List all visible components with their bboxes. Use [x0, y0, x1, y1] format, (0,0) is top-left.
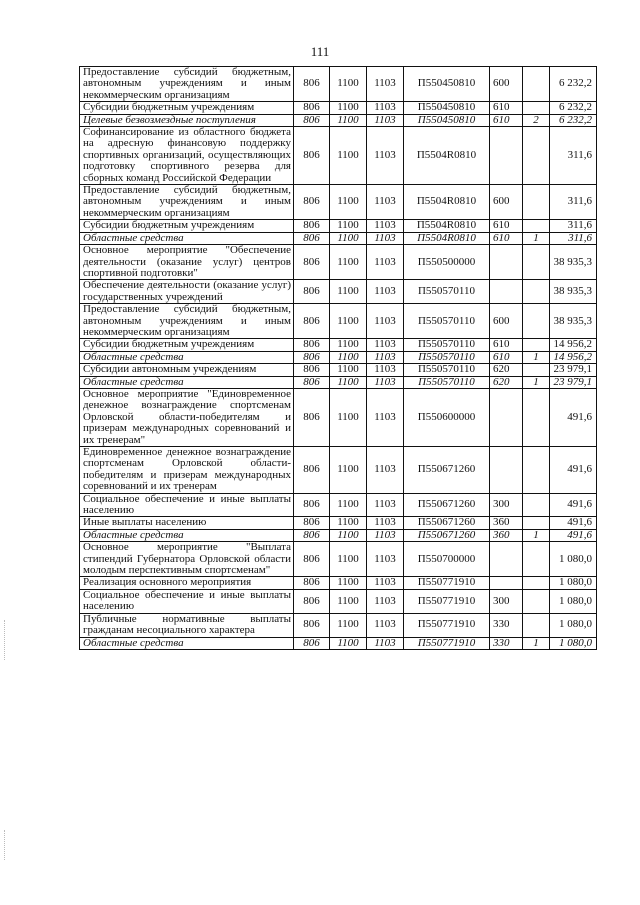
- row-target-article: П550771910: [404, 637, 490, 649]
- row-expense-type: 610: [490, 339, 523, 351]
- row-amount: 1 080,0: [550, 577, 597, 589]
- row-section-code: 1100: [330, 232, 367, 244]
- row-name: Предоставление субсидий бюджетным, автономным учреждениям и иным некоммерческим организациям: [80, 185, 294, 220]
- row-expense-type: 300: [490, 589, 523, 613]
- row-amount: 6 232,2: [550, 102, 597, 114]
- row-expense-type: 600: [490, 304, 523, 339]
- row-amount: 491,6: [550, 529, 597, 541]
- row-expense-type: [490, 447, 523, 494]
- row-target-article: П550700000: [404, 542, 490, 577]
- table-row: [80, 185, 597, 220]
- row-amount: 1 080,0: [550, 589, 597, 613]
- row-expense-type: 330: [490, 613, 523, 637]
- row-target-article: П550771910: [404, 577, 490, 589]
- row-name: Субсидии автономным учреждениям: [80, 364, 294, 376]
- row-name: Областные средства: [80, 376, 294, 388]
- table-row: [80, 364, 597, 376]
- table-row: [80, 280, 597, 304]
- row-amount: 38 935,3: [550, 245, 597, 280]
- row-grbs-code: 806: [294, 280, 330, 304]
- table-row: [80, 245, 597, 280]
- row-name: Предоставление субсидий бюджетным, автономным учреждениям и иным некоммерческим организациям: [80, 67, 294, 102]
- row-amount: 14 956,2: [550, 339, 597, 351]
- row-funding-source: [523, 67, 550, 102]
- table-row: [80, 220, 597, 232]
- table-row: [80, 613, 597, 637]
- row-target-article: П550671260: [404, 529, 490, 541]
- row-amount: 311,6: [550, 232, 597, 244]
- row-funding-source: [523, 245, 550, 280]
- row-grbs-code: 806: [294, 577, 330, 589]
- row-section-code: 1100: [330, 245, 367, 280]
- row-funding-source: [523, 388, 550, 446]
- row-funding-source: 2: [523, 114, 550, 126]
- row-section-code: 1100: [330, 114, 367, 126]
- row-target-article: П550500000: [404, 245, 490, 280]
- row-grbs-code: 806: [294, 185, 330, 220]
- row-subsection-code: 1103: [367, 637, 404, 649]
- row-section-code: 1100: [330, 493, 367, 517]
- row-funding-source: [523, 613, 550, 637]
- row-funding-source: 1: [523, 351, 550, 363]
- row-target-article: П550570110: [404, 351, 490, 363]
- row-funding-source: 1: [523, 637, 550, 649]
- row-section-code: 1100: [330, 529, 367, 541]
- row-amount: 491,6: [550, 493, 597, 517]
- budget-table: [79, 66, 597, 650]
- row-amount: 1 080,0: [550, 637, 597, 649]
- row-expense-type: 300: [490, 493, 523, 517]
- row-amount: 1 080,0: [550, 613, 597, 637]
- row-grbs-code: 806: [294, 304, 330, 339]
- table-row: [80, 376, 597, 388]
- margin-scan-marks: [4, 830, 7, 860]
- row-expense-type: 330: [490, 637, 523, 649]
- row-grbs-code: 806: [294, 613, 330, 637]
- row-expense-type: 610: [490, 220, 523, 232]
- table-row: [80, 388, 597, 446]
- row-section-code: 1100: [330, 388, 367, 446]
- row-subsection-code: 1103: [367, 376, 404, 388]
- row-target-article: П5504R0810: [404, 232, 490, 244]
- row-subsection-code: 1103: [367, 280, 404, 304]
- row-funding-source: [523, 102, 550, 114]
- row-funding-source: [523, 517, 550, 529]
- margin-scan-marks: [4, 620, 7, 660]
- row-target-article: П550570110: [404, 364, 490, 376]
- row-grbs-code: 806: [294, 245, 330, 280]
- row-subsection-code: 1103: [367, 577, 404, 589]
- row-amount: 491,6: [550, 388, 597, 446]
- row-expense-type: 610: [490, 114, 523, 126]
- row-amount: 14 956,2: [550, 351, 597, 363]
- row-name: Предоставление субсидий бюджетным, автономным учреждениям и иным некоммерческим организациям: [80, 304, 294, 339]
- table-row: [80, 589, 597, 613]
- row-subsection-code: 1103: [367, 388, 404, 446]
- row-name: Иные выплаты населению: [80, 517, 294, 529]
- row-expense-type: 600: [490, 185, 523, 220]
- table-row: [80, 351, 597, 363]
- row-funding-source: [523, 364, 550, 376]
- row-grbs-code: 806: [294, 637, 330, 649]
- row-expense-type: 610: [490, 351, 523, 363]
- table-row: [80, 517, 597, 529]
- row-name: Основное мероприятие "Выплата стипендий Губернатора Орловской области молодым перспективным спортсменам": [80, 542, 294, 577]
- table-row: [80, 114, 597, 126]
- row-section-code: 1100: [330, 613, 367, 637]
- row-grbs-code: 806: [294, 102, 330, 114]
- row-amount: 6 232,2: [550, 114, 597, 126]
- row-funding-source: [523, 493, 550, 517]
- row-target-article: П550450810: [404, 114, 490, 126]
- row-amount: 491,6: [550, 517, 597, 529]
- row-grbs-code: 806: [294, 351, 330, 363]
- row-section-code: 1100: [330, 220, 367, 232]
- table-row: [80, 447, 597, 494]
- row-section-code: 1100: [330, 542, 367, 577]
- row-amount: 311,6: [550, 127, 597, 185]
- row-amount: 23 979,1: [550, 376, 597, 388]
- table-row: [80, 529, 597, 541]
- row-expense-type: 610: [490, 232, 523, 244]
- row-grbs-code: 806: [294, 114, 330, 126]
- row-grbs-code: 806: [294, 376, 330, 388]
- row-subsection-code: 1103: [367, 339, 404, 351]
- row-section-code: 1100: [330, 517, 367, 529]
- row-subsection-code: 1103: [367, 245, 404, 280]
- row-name: Областные средства: [80, 232, 294, 244]
- row-subsection-code: 1103: [367, 185, 404, 220]
- row-expense-type: [490, 245, 523, 280]
- row-subsection-code: 1103: [367, 102, 404, 114]
- row-expense-type: 620: [490, 364, 523, 376]
- row-expense-type: [490, 280, 523, 304]
- row-section-code: 1100: [330, 339, 367, 351]
- row-grbs-code: 806: [294, 388, 330, 446]
- table-row: [80, 102, 597, 114]
- row-target-article: П550570110: [404, 376, 490, 388]
- row-subsection-code: 1103: [367, 589, 404, 613]
- row-grbs-code: 806: [294, 339, 330, 351]
- row-grbs-code: 806: [294, 589, 330, 613]
- row-expense-type: [490, 388, 523, 446]
- row-expense-type: 620: [490, 376, 523, 388]
- row-target-article: П550570110: [404, 304, 490, 339]
- row-amount: 491,6: [550, 447, 597, 494]
- row-section-code: 1100: [330, 127, 367, 185]
- row-subsection-code: 1103: [367, 364, 404, 376]
- row-section-code: 1100: [330, 577, 367, 589]
- table-row: [80, 493, 597, 517]
- row-grbs-code: 806: [294, 364, 330, 376]
- row-amount: 6 232,2: [550, 67, 597, 102]
- row-name: Социальное обеспечение и иные выплаты населению: [80, 493, 294, 517]
- row-section-code: 1100: [330, 67, 367, 102]
- row-subsection-code: 1103: [367, 304, 404, 339]
- row-subsection-code: 1103: [367, 447, 404, 494]
- row-name: Основное мероприятие "Обеспечение деятельности (оказание услуг) центров спортивной подготовки": [80, 245, 294, 280]
- row-section-code: 1100: [330, 351, 367, 363]
- row-name: Субсидии бюджетным учреждениям: [80, 102, 294, 114]
- row-name: Целевые безвозмездные поступления: [80, 114, 294, 126]
- row-target-article: П5504R0810: [404, 127, 490, 185]
- row-funding-source: 1: [523, 232, 550, 244]
- row-section-code: 1100: [330, 637, 367, 649]
- row-amount: 311,6: [550, 185, 597, 220]
- row-funding-source: [523, 280, 550, 304]
- row-grbs-code: 806: [294, 232, 330, 244]
- row-funding-source: [523, 447, 550, 494]
- row-grbs-code: 806: [294, 67, 330, 102]
- row-section-code: 1100: [330, 304, 367, 339]
- table-row: [80, 232, 597, 244]
- row-section-code: 1100: [330, 376, 367, 388]
- table-row: [80, 304, 597, 339]
- row-target-article: П550600000: [404, 388, 490, 446]
- row-subsection-code: 1103: [367, 220, 404, 232]
- row-name: Единовременное денежное вознаграждение спортсменам Орловской области-победителям и призерам международных соревнований и их тренерам: [80, 447, 294, 494]
- row-subsection-code: 1103: [367, 542, 404, 577]
- row-subsection-code: 1103: [367, 67, 404, 102]
- row-grbs-code: 806: [294, 517, 330, 529]
- row-target-article: П550671260: [404, 493, 490, 517]
- table-row: [80, 339, 597, 351]
- row-name: Субсидии бюджетным учреждениям: [80, 220, 294, 232]
- row-funding-source: 1: [523, 376, 550, 388]
- row-section-code: 1100: [330, 280, 367, 304]
- table-row: [80, 542, 597, 577]
- row-subsection-code: 1103: [367, 127, 404, 185]
- row-target-article: П550671260: [404, 447, 490, 494]
- row-name: Социальное обеспечение и иные выплаты населению: [80, 589, 294, 613]
- row-subsection-code: 1103: [367, 351, 404, 363]
- row-name: Основное мероприятие "Единовременное денежное вознаграждение спортсменам Орловской области-победителям и призерам международных соревнований и их тренерам": [80, 388, 294, 446]
- row-target-article: П550771910: [404, 613, 490, 637]
- row-name: Обеспечение деятельности (оказание услуг) государственных учреждений: [80, 280, 294, 304]
- row-expense-type: 360: [490, 517, 523, 529]
- row-funding-source: [523, 220, 550, 232]
- row-name: Областные средства: [80, 351, 294, 363]
- row-name: Софинансирование из областного бюджета на адресную финансовую поддержку спортивных организаций, осуществляющих подготовку спортивного резерва для сборных команд Российской Федерации: [80, 127, 294, 185]
- table-row: [80, 637, 597, 649]
- budget-table-body: [80, 67, 597, 650]
- row-expense-type: [490, 577, 523, 589]
- row-grbs-code: 806: [294, 220, 330, 232]
- row-subsection-code: 1103: [367, 517, 404, 529]
- row-grbs-code: 806: [294, 127, 330, 185]
- row-amount: 38 935,3: [550, 304, 597, 339]
- row-subsection-code: 1103: [367, 114, 404, 126]
- row-target-article: П550450810: [404, 67, 490, 102]
- row-section-code: 1100: [330, 364, 367, 376]
- row-funding-source: [523, 304, 550, 339]
- row-name: Субсидии бюджетным учреждениям: [80, 339, 294, 351]
- row-expense-type: 610: [490, 102, 523, 114]
- row-expense-type: [490, 542, 523, 577]
- row-funding-source: 1: [523, 529, 550, 541]
- row-amount: 23 979,1: [550, 364, 597, 376]
- row-expense-type: 360: [490, 529, 523, 541]
- row-amount: 38 935,3: [550, 280, 597, 304]
- row-section-code: 1100: [330, 447, 367, 494]
- row-grbs-code: 806: [294, 447, 330, 494]
- row-funding-source: [523, 127, 550, 185]
- table-row: [80, 577, 597, 589]
- row-funding-source: [523, 589, 550, 613]
- row-target-article: П5504R0810: [404, 220, 490, 232]
- row-name: Областные средства: [80, 529, 294, 541]
- row-target-article: П550570110: [404, 280, 490, 304]
- row-target-article: П550570110: [404, 339, 490, 351]
- row-funding-source: [523, 577, 550, 589]
- table-row: [80, 127, 597, 185]
- row-grbs-code: 806: [294, 529, 330, 541]
- table-row: [80, 67, 597, 102]
- row-amount: 311,6: [550, 220, 597, 232]
- row-expense-type: 600: [490, 67, 523, 102]
- row-expense-type: [490, 127, 523, 185]
- row-target-article: П550671260: [404, 517, 490, 529]
- row-name: Публичные нормативные выплаты гражданам несоциального характера: [80, 613, 294, 637]
- row-target-article: П550771910: [404, 589, 490, 613]
- row-funding-source: [523, 185, 550, 220]
- row-subsection-code: 1103: [367, 613, 404, 637]
- row-name: Областные средства: [80, 637, 294, 649]
- row-subsection-code: 1103: [367, 232, 404, 244]
- row-target-article: П5504R0810: [404, 185, 490, 220]
- row-funding-source: [523, 542, 550, 577]
- row-funding-source: [523, 339, 550, 351]
- row-name: Реализация основного мероприятия: [80, 577, 294, 589]
- row-grbs-code: 806: [294, 493, 330, 517]
- row-section-code: 1100: [330, 102, 367, 114]
- row-target-article: П550450810: [404, 102, 490, 114]
- row-section-code: 1100: [330, 589, 367, 613]
- row-subsection-code: 1103: [367, 493, 404, 517]
- row-section-code: 1100: [330, 185, 367, 220]
- row-amount: 1 080,0: [550, 542, 597, 577]
- row-subsection-code: 1103: [367, 529, 404, 541]
- row-grbs-code: 806: [294, 542, 330, 577]
- page-number: 111: [310, 44, 330, 59]
